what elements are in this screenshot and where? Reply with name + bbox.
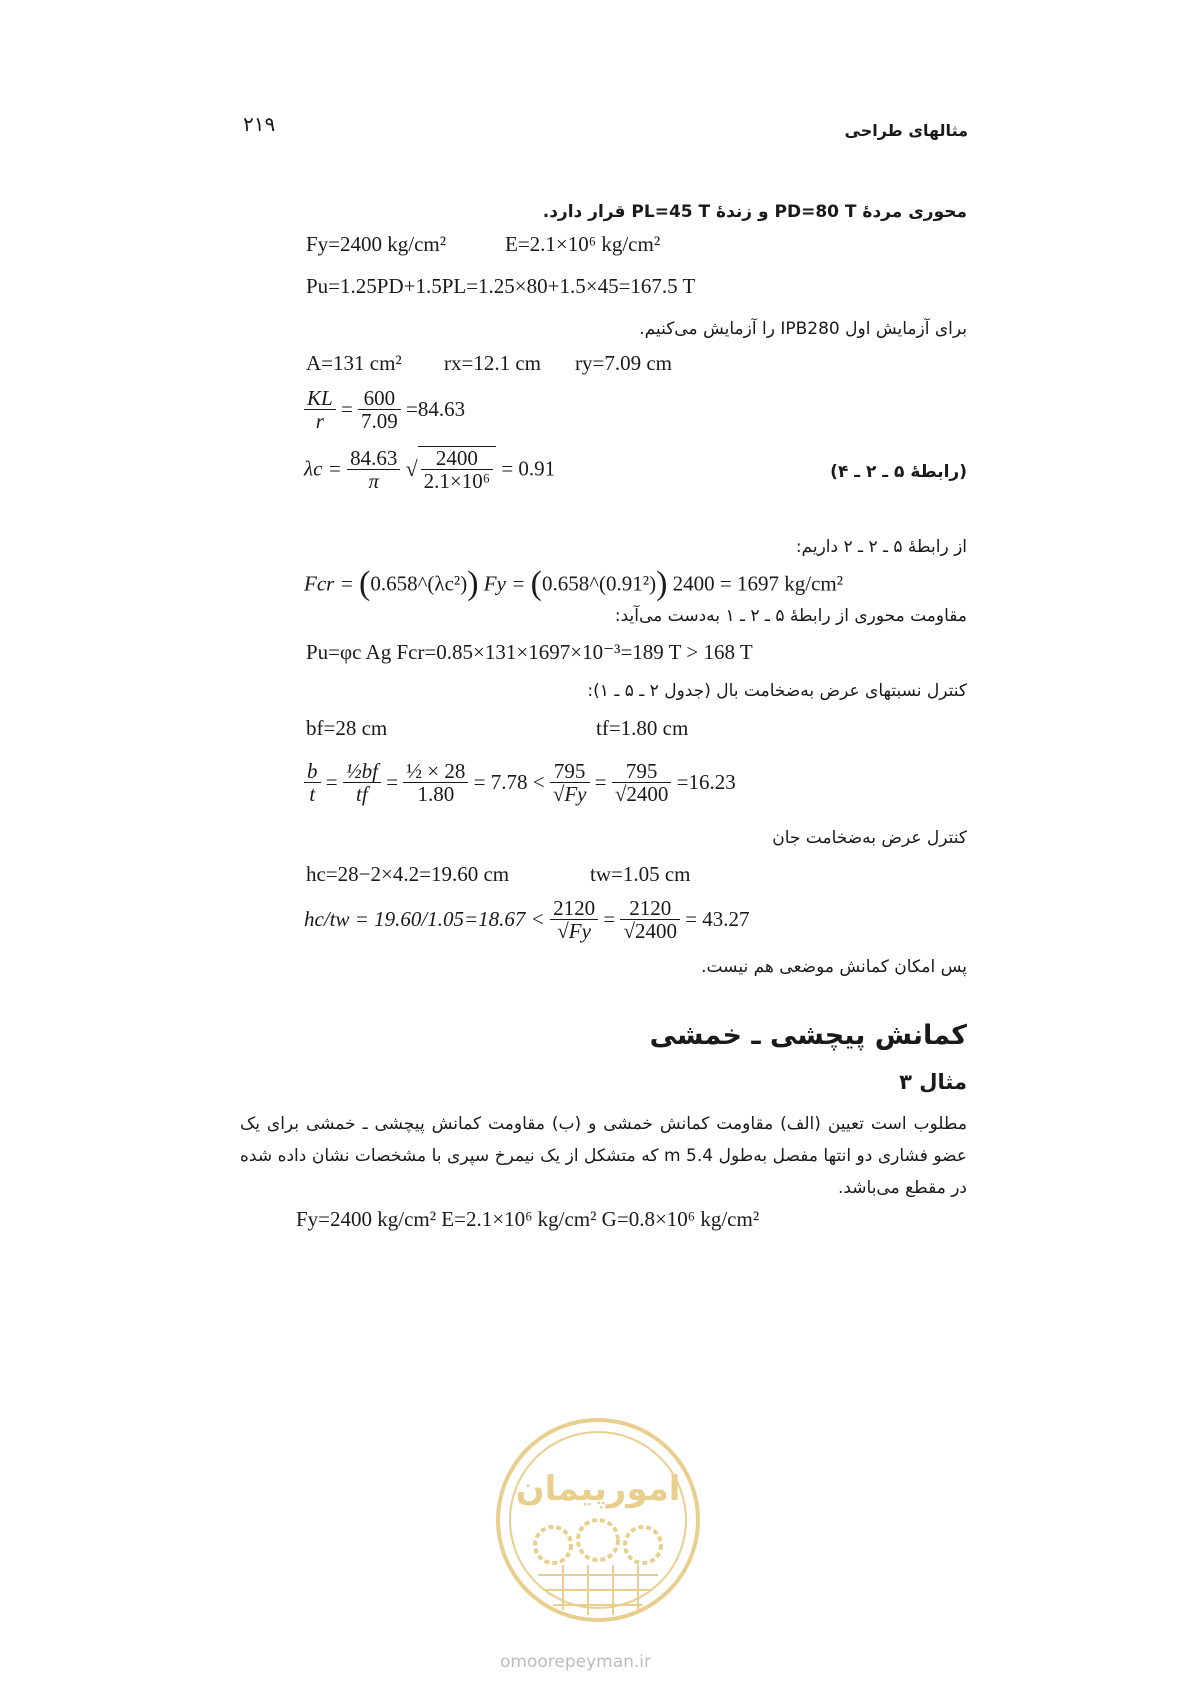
lambda-rad-den: 2.1×10⁶	[423, 469, 491, 493]
eq-kl-r: $\frac{KL}{r}$ = $\frac{600}{7.09}$ =84.63	[304, 387, 465, 432]
lambda-rad-num: 2400	[421, 447, 493, 470]
bt-result: =16.23	[676, 770, 736, 794]
fcr-mid: Fy =	[483, 571, 526, 596]
bt-den2: 1.80	[417, 782, 455, 806]
lambda-lhs: λc =	[304, 456, 342, 481]
seal-icon	[493, 1415, 703, 1625]
eq-fcr: Fcr = (0.658^(λc²)) Fy = (0.658^(0.91²)) 2400 = 1697 kg/cm²	[304, 565, 844, 602]
flange-width: bf=28 cm	[306, 716, 388, 740]
section-ry: ry=7.09 cm	[575, 351, 672, 375]
example-paragraph: مطلوب است تعیین (الف) مقاومت کمانش خمشی و (ب) مقاومت کمانش پیچشی ـ خمشی برای یک عضو فشاری دو انتها مفصل به‌طول 5.4 m که متشکل از یک نیمرخ سپری با مشخصات نشان داده شده در مقطع می‌باشد.	[240, 1114, 967, 1198]
example-title: مثال ۳	[899, 1070, 967, 1094]
web-thickness: tw=1.05 cm	[590, 862, 691, 886]
web-line: کنترل عرض به‌ضخامت جان	[772, 828, 967, 848]
bt-mid: = 7.78 <	[473, 770, 545, 794]
kl-lhs-num: KL	[304, 387, 336, 410]
running-title: مثالهای طراحی	[844, 121, 968, 140]
hw-lhs: hc/tw = 19.60/1.05=18.67 <	[304, 907, 545, 931]
web-depth: hc=28−2×4.2=19.60 cm	[306, 862, 510, 886]
trial-line: برای آزمایش اول IPB280 را آزمایش می‌کنیم.	[639, 319, 967, 339]
page-number: ۲۱۹	[243, 112, 276, 136]
hw-den1: √Fy	[557, 919, 591, 943]
kl-result: =84.63	[406, 397, 466, 421]
hw-result: = 43.27	[685, 907, 750, 931]
flange-line: کنترل نسبتهای عرض به‌ضخامت بال (جدول ۲ ـ ۵ ـ ۱):	[587, 681, 967, 701]
lambda-num: 84.63	[347, 447, 400, 470]
fcr-lhs: Fcr =	[304, 571, 354, 596]
bt-den1: tf	[356, 782, 368, 806]
hw-den2: √2400	[623, 919, 677, 943]
logo-text: امورپیمان	[515, 1469, 681, 1509]
from-eq-line: از رابطهٔ ۵ ـ ۲ ـ ۲ داریم:	[795, 537, 967, 557]
fcr-term1: 0.658^(λc²)	[370, 571, 468, 596]
bt-num1: ½bf	[343, 760, 381, 783]
conclusion: پس امکان کمانش موضعی هم نیست.	[701, 957, 967, 977]
axial-line: مقاومت محوری از رابطهٔ ۵ ـ ۲ ـ ۱ به‌دست می‌آید:	[614, 606, 967, 626]
example-props: Fy=2400 kg/cm² E=2.1×10⁶ kg/cm² G=0.8×10⁶ kg/cm²	[296, 1207, 760, 1231]
bt-den4: √2400	[614, 782, 669, 806]
kl-lhs-den: r	[315, 409, 324, 433]
eq-b-t: $\frac{b}{t}$ = $\frac{\text{½bf}}{tf}$ = $\frac{\text{½ × 28}}{1.80}$ = 7.78 < $\frac{795}{√Fy}$ = $\frac{795}{√2400}$ =16.23	[304, 760, 736, 805]
kl-num: 600	[358, 387, 401, 410]
eq-hc-tw: hc/tw = 19.60/1.05=18.67 < $\frac{2120}{√Fy}$ = $\frac{2120}{√2400}$ = 43.27	[304, 896, 750, 943]
fcr-term2: 0.658^(0.91²)	[541, 571, 657, 596]
kl-den: 7.09	[361, 409, 398, 433]
section-area: A=131 cm²	[306, 351, 402, 375]
bt-num4: 795	[612, 760, 672, 783]
lambda-den: π	[368, 468, 379, 493]
section-rx: rx=12.1 cm	[444, 351, 541, 375]
flange-thickness: tf=1.80 cm	[596, 716, 689, 740]
eq-lambda-c: λc = $\frac{84.63}{\pi}$ √ $\frac{2400}{\text{2.1×10⁶}}$ = 0.91	[304, 445, 556, 493]
section-heading: کمانش پیچشی ـ خمشی	[649, 1020, 967, 1051]
hw-num2: 2120	[620, 897, 680, 920]
lambda-result: = 0.91	[501, 456, 556, 481]
bt-den3: √Fy	[552, 782, 587, 806]
intro-line: محوری مردهٔ PD=80 T و زندهٔ PL=45 T قرار دارد.	[542, 202, 967, 222]
material-e: E=2.1×10⁶ kg/cm²	[505, 232, 661, 256]
bt-lhs-num: b	[304, 760, 321, 783]
watermark-logo	[493, 1415, 703, 1625]
bt-num3: 795	[550, 760, 590, 783]
eq-pu: Pu=1.25PD+1.5PL=1.25×80+1.5×45=167.5 T	[306, 274, 696, 298]
hw-num1: 2120	[550, 897, 598, 920]
bt-lhs-den: t	[309, 782, 316, 806]
watermark-url: omoorepeyman.ir	[500, 1652, 652, 1672]
material-fy: Fy=2400 kg/cm²	[306, 232, 447, 256]
eq-pu2: Pu=φc Ag Fcr=0.85×131×1697×10⁻³=189 T > 168 T	[306, 640, 753, 664]
bt-num2: ½ × 28	[403, 760, 468, 783]
lambda-ref: (رابطهٔ ۵ ـ ۲ ـ ۴)	[830, 462, 967, 482]
fcr-rhs: 2400 = 1697 kg/cm²	[672, 571, 844, 596]
